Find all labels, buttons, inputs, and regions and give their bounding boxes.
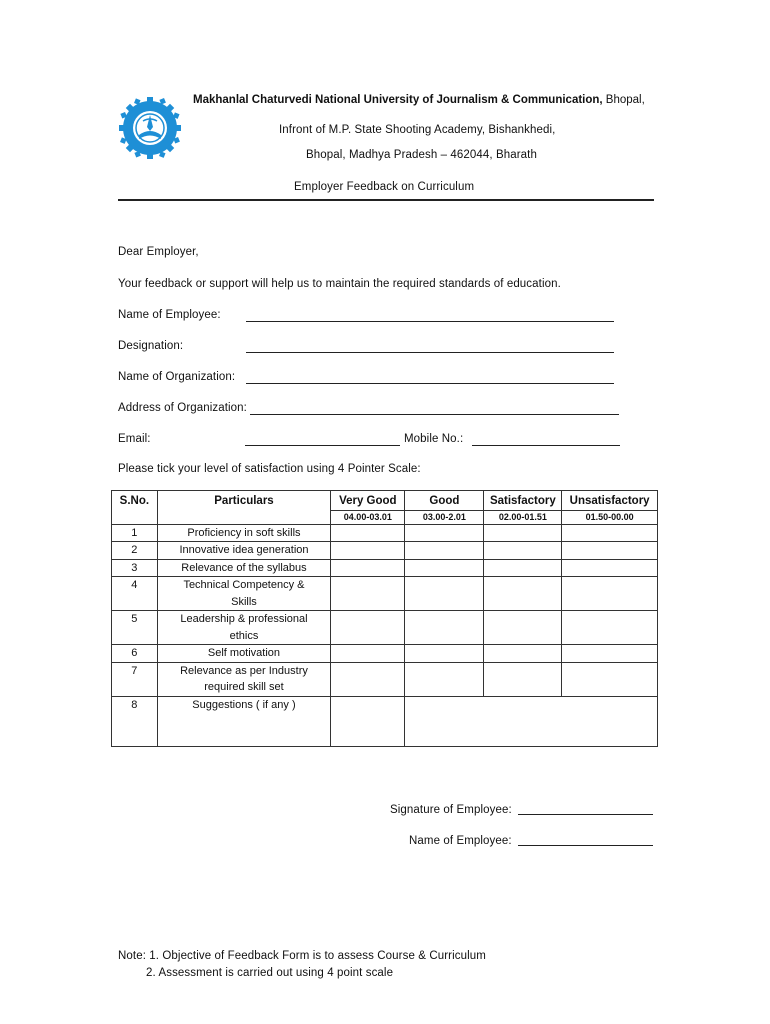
- table-row: [112, 696, 658, 746]
- rating-cell[interactable]: [331, 524, 405, 542]
- row-sno: 2: [112, 542, 158, 560]
- employee-name-label: Name of Employee:: [118, 309, 221, 321]
- university-emblem-icon: [119, 97, 181, 159]
- signature-name-label: Name of Employee:: [409, 835, 512, 847]
- row-sno: 5: [112, 611, 158, 645]
- organization-address-field[interactable]: [250, 414, 619, 415]
- table-row: [112, 559, 658, 577]
- range-very-good: 04.00-03.01: [331, 510, 405, 524]
- signature-field[interactable]: [518, 814, 653, 815]
- rating-cell[interactable]: [484, 662, 562, 696]
- mobile-field[interactable]: [472, 445, 620, 446]
- rating-cell[interactable]: [484, 524, 562, 542]
- header-unsatisfactory: Unsatisfactory: [562, 491, 658, 511]
- row-particular: Technical Competency & Skills: [157, 577, 331, 611]
- signature-label: Signature of Employee:: [390, 804, 512, 816]
- rating-cell[interactable]: [484, 611, 562, 645]
- address-line-1: Infront of M.P. State Shooting Academy, Bishankhedi,: [279, 124, 556, 136]
- row-particular: Self motivation: [157, 645, 331, 663]
- rating-cell[interactable]: [331, 559, 405, 577]
- rating-cell[interactable]: [405, 645, 484, 663]
- table-row: [112, 662, 658, 696]
- row-sno: 8: [112, 696, 158, 746]
- header-good: Good: [405, 491, 484, 511]
- rating-cell[interactable]: [484, 559, 562, 577]
- signature-name-field[interactable]: [518, 845, 653, 846]
- rating-cell[interactable]: [562, 662, 658, 696]
- rating-cell[interactable]: [331, 542, 405, 560]
- signature-name-line: [409, 835, 653, 847]
- scale-instruction: Please tick your level of satisfaction using 4 Pointer Scale:: [118, 463, 421, 475]
- rating-cell[interactable]: [405, 611, 484, 645]
- suggestions-field[interactable]: [405, 696, 658, 746]
- row-particular: Suggestions ( if any ): [157, 696, 331, 746]
- mobile-label: Mobile No.:: [404, 433, 464, 445]
- row-particular: Innovative idea generation: [157, 542, 331, 560]
- organization-address-label: Address of Organization:: [118, 402, 247, 414]
- rating-cell[interactable]: [331, 577, 405, 611]
- header-very-good: Very Good: [331, 491, 405, 511]
- table-row: [112, 524, 658, 542]
- form-title: Employer Feedback on Curriculum: [294, 181, 475, 193]
- employee-name-field[interactable]: [246, 321, 614, 322]
- table-row: [112, 645, 658, 663]
- rating-cell[interactable]: [562, 577, 658, 611]
- table-row: [112, 542, 658, 560]
- header-particulars: Particulars: [157, 491, 331, 525]
- signature-line: [390, 804, 653, 816]
- row-particular: Relevance of the syllabus: [157, 559, 331, 577]
- rating-cell[interactable]: [484, 577, 562, 611]
- designation-label: Designation:: [118, 340, 184, 352]
- table-header-row: [112, 491, 658, 511]
- header-satisfactory: Satisfactory: [484, 491, 562, 511]
- rating-cell[interactable]: [562, 542, 658, 560]
- rating-cell[interactable]: [331, 662, 405, 696]
- salutation: Dear Employer,: [118, 246, 199, 258]
- row-particular: Leadership & professional ethics: [157, 611, 331, 645]
- rating-cell[interactable]: [405, 524, 484, 542]
- rating-cell[interactable]: [562, 645, 658, 663]
- university-name: [193, 94, 645, 106]
- header-sno: S.No.: [112, 491, 158, 525]
- rating-cell[interactable]: [405, 559, 484, 577]
- row-sno: 4: [112, 577, 158, 611]
- rating-cell[interactable]: [405, 662, 484, 696]
- rating-cell[interactable]: [405, 577, 484, 611]
- table-row: [112, 577, 658, 611]
- range-unsatisfactory: 01.50-00.00: [562, 510, 658, 524]
- rating-cell[interactable]: [562, 524, 658, 542]
- rating-cell[interactable]: [331, 696, 405, 746]
- rating-cell[interactable]: [405, 542, 484, 560]
- address-line-2: Bhopal, Madhya Pradesh – 462044, Bharath: [306, 149, 537, 161]
- organization-name-field[interactable]: [246, 383, 614, 384]
- row-sno: 7: [112, 662, 158, 696]
- range-satisfactory: 02.00-01.51: [484, 510, 562, 524]
- satisfaction-table: [111, 490, 658, 747]
- rating-cell[interactable]: [484, 542, 562, 560]
- header-divider: [118, 199, 654, 201]
- intro-text: Your feedback or support will help us to maintain the required standards of education.: [118, 278, 561, 290]
- rating-cell[interactable]: [562, 611, 658, 645]
- note-2: 2. Assessment is carried out using 4 point scale: [146, 967, 394, 979]
- university-name-bold: Makhanlal Chaturvedi National University of Journalism & Communication,: [193, 94, 603, 106]
- rating-cell[interactable]: [562, 559, 658, 577]
- email-label: Email:: [118, 433, 151, 445]
- range-good: 03.00-2.01: [405, 510, 484, 524]
- rating-cell[interactable]: [331, 645, 405, 663]
- row-particular: Proficiency in soft skills: [157, 524, 331, 542]
- row-particular: Relevance as per Industry required skill set: [157, 662, 331, 696]
- note-1: Note: 1. Objective of Feedback Form is to assess Course & Curriculum: [118, 950, 486, 962]
- designation-field[interactable]: [246, 352, 614, 353]
- email-field[interactable]: [245, 445, 400, 446]
- row-sno: 6: [112, 645, 158, 663]
- university-city: Bhopal,: [602, 94, 645, 106]
- row-sno: 1: [112, 524, 158, 542]
- table-row: [112, 611, 658, 645]
- organization-name-label: Name of Organization:: [118, 371, 236, 383]
- rating-cell[interactable]: [484, 645, 562, 663]
- row-sno: 3: [112, 559, 158, 577]
- rating-cell[interactable]: [331, 611, 405, 645]
